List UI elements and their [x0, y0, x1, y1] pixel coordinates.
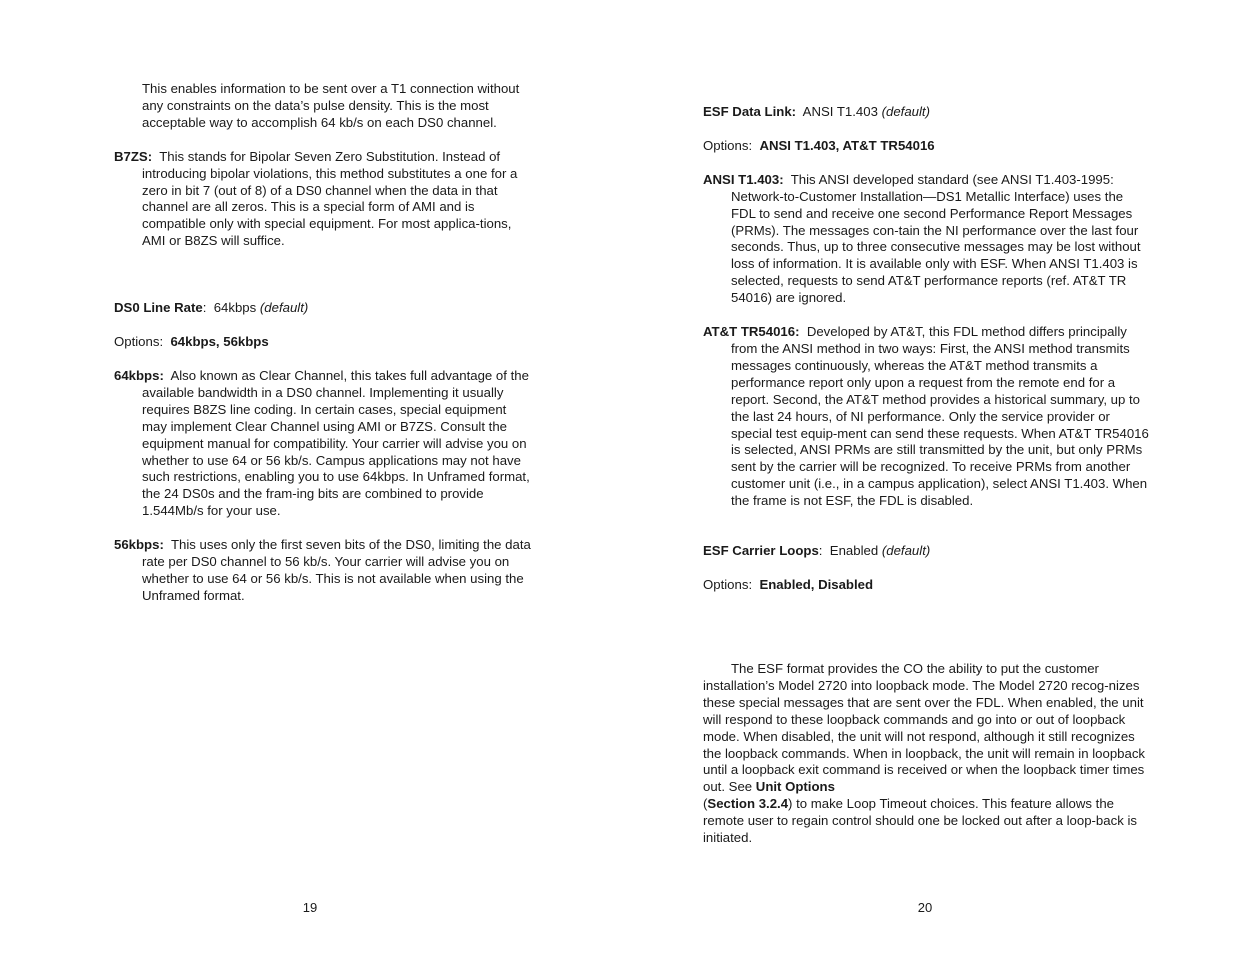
64kbps-text: Also known as Clear Channel, this takes full advantage of the available bandwidth in a DS0 channel. Implementing it usually requires B8ZS line coding. In certain cases, special equipment may implement Clear Channel using AMI or B7ZS. Consult the equipment manual for compatibility. Your carrier will advise you on whether to use 64 or 56 kb/s. Campus applications may not have such restrictions, enabling you to use 64kbps. In Unframed format, the 24 DS0s and the fram-ing bits are combined to provide 1.544Mb/s for your use.: [142, 367, 530, 519]
56kbps-text: This uses only the first seven bits of the DS0, limiting the data rate per DS0 channel to 56 kb/s. Your carrier will advise you on whether to use 64 or 56 kb/s. This is not available when using the Unframed format.: [142, 537, 531, 603]
att-text: Developed by AT&T, this FDL method differs principally from the ANSI method in two ways: First, the ANSI method transmits messages continuously, whereas the AT&T method transmits a performance report only upon a request from the remote end for a report. Second, the AT&T method provides a historical summary, up to the last 24 hours, of NI performance. Only the service provider or special test equip-ment can send these requests. When AT&T TR54016 is selected, ANSI PRMs are still transmitted by the unit, but only PRMs sent by the carrier will be recognized. To receive PRMs from another customer unit (i.e., in a campus application), select ANSI T1.403. When the frame is not ESF, the FDL is disabled.: [731, 324, 1149, 509]
esf-data-link-default: (default): [881, 104, 930, 119]
left-page: [0, 0, 617, 954]
paren-open: (: [703, 796, 708, 812]
ds0-line-rate-default: (default): [259, 300, 309, 316]
64kbps-paragraph: [114, 368, 534, 520]
b7zs-text: This stands for Bipolar Seven Zero Substitution. Instead of introducing bipolar violations, this method substitutes a one for a zero in bit 7 (out of 8) of a DS0 channel when the data in that channel are all zeros. This is a special form of AMI and is compatible only with special equipment. For most applica-tions, AMI or B8ZS will suffice.: [142, 148, 518, 249]
b7zs-term: B7ZS:: [114, 148, 153, 164]
loopback-paragraph: [703, 661, 1153, 847]
page-number-left: 19: [302, 900, 318, 915]
ansi-text: This ANSI developed standard (see ANSI T1.403-1995: Network-to-Customer Installation—DS1 Metallic Interface) uses the FDL to send and receive one second Performance Report Messages (PRMs). The messages con-tain the NI performance over the last four seconds. Thus, up to three consecutive messages may be lost without loss of information. It is available only with ESF. When ANSI T1.403 is selected, requests to send AT&T performance reports (ref. AT&T TR 54016) are ignored.: [731, 171, 1141, 306]
unit-options-ref: Unit Options: [755, 779, 835, 795]
esf-data-link-value: ANSI T1.403: [802, 104, 878, 119]
loopback-paragraph-block: [703, 661, 1153, 847]
att-paragraph: [703, 324, 1151, 510]
section-ref: Section 3.2.4: [707, 796, 789, 812]
left-column: [114, 81, 534, 622]
loops-options-label: Options:: [703, 576, 753, 592]
ds0-options-label: Options:: [114, 334, 164, 350]
ds0-line-rate-heading: DS0 Line Rate: 64kbps (default): [114, 300, 309, 316]
esf-data-link-heading: [703, 104, 1151, 121]
loops-options-values: Enabled, Disabled: [759, 576, 874, 592]
page-number-right: 20: [917, 900, 933, 915]
ansi-paragraph: [703, 172, 1151, 307]
loopback-text-2: ) to make Loop Timeout choices. This feature allows the remote user to regain control should one be locked out after a loop-back is initiated.: [703, 796, 1137, 846]
56kbps-term: 56kbps:: [114, 537, 164, 553]
intro-paragraph: This enables information to be sent over a T1 connection without any constraints on the data’s pulse density. This is the most acceptable way to accomplish 64 kb/s on each DS0 channel.: [142, 81, 520, 130]
right-page: [617, 0, 1235, 954]
esf-options-values: ANSI T1.403, AT&T TR54016: [759, 137, 935, 153]
64kbps-term: 64kbps:: [114, 367, 164, 383]
b7zs-paragraph: [114, 149, 534, 250]
ds0-line-rate-value: 64kbps: [213, 300, 257, 316]
esf-carrier-loops-default: (default): [881, 543, 931, 559]
ds0-options-values: 64kbps, 56kbps: [170, 334, 269, 350]
loopback-text-1: The ESF format provides the CO the ability to put the customer installation’s Model 2720 into loopback mode. The Model 2720 recog-nizes these special messages that are sent over the FDL. When enabled, the unit will respond to these loopback commands and go into or out of loopback mode. When disabled, the unit will not respond, although it still recognizes the loopback commands. When in loopback, the unit will remain in loopback until a loopback exit command is received or when the loopback timer times out. See: [703, 661, 1146, 795]
att-term: AT&T TR54016:: [703, 324, 800, 340]
ansi-term: ANSI T1.403:: [703, 171, 784, 187]
esf-data-link-label: ESF Data Link:: [703, 104, 797, 119]
esf-options-line: [703, 138, 1151, 155]
loops-options-line: [703, 577, 1151, 594]
56kbps-paragraph: [114, 537, 534, 605]
esf-carrier-loops-heading: ESF Carrier Loops: Enabled (default): [703, 543, 931, 559]
right-column: [703, 104, 1151, 611]
esf-carrier-loops-label: ESF Carrier Loops: [703, 543, 819, 559]
esf-carrier-loops-value: Enabled: [829, 543, 879, 559]
ds0-line-rate-label: DS0 Line Rate: [114, 300, 203, 316]
ds0-options-line: [114, 334, 534, 351]
esf-options-label: Options:: [703, 137, 753, 153]
